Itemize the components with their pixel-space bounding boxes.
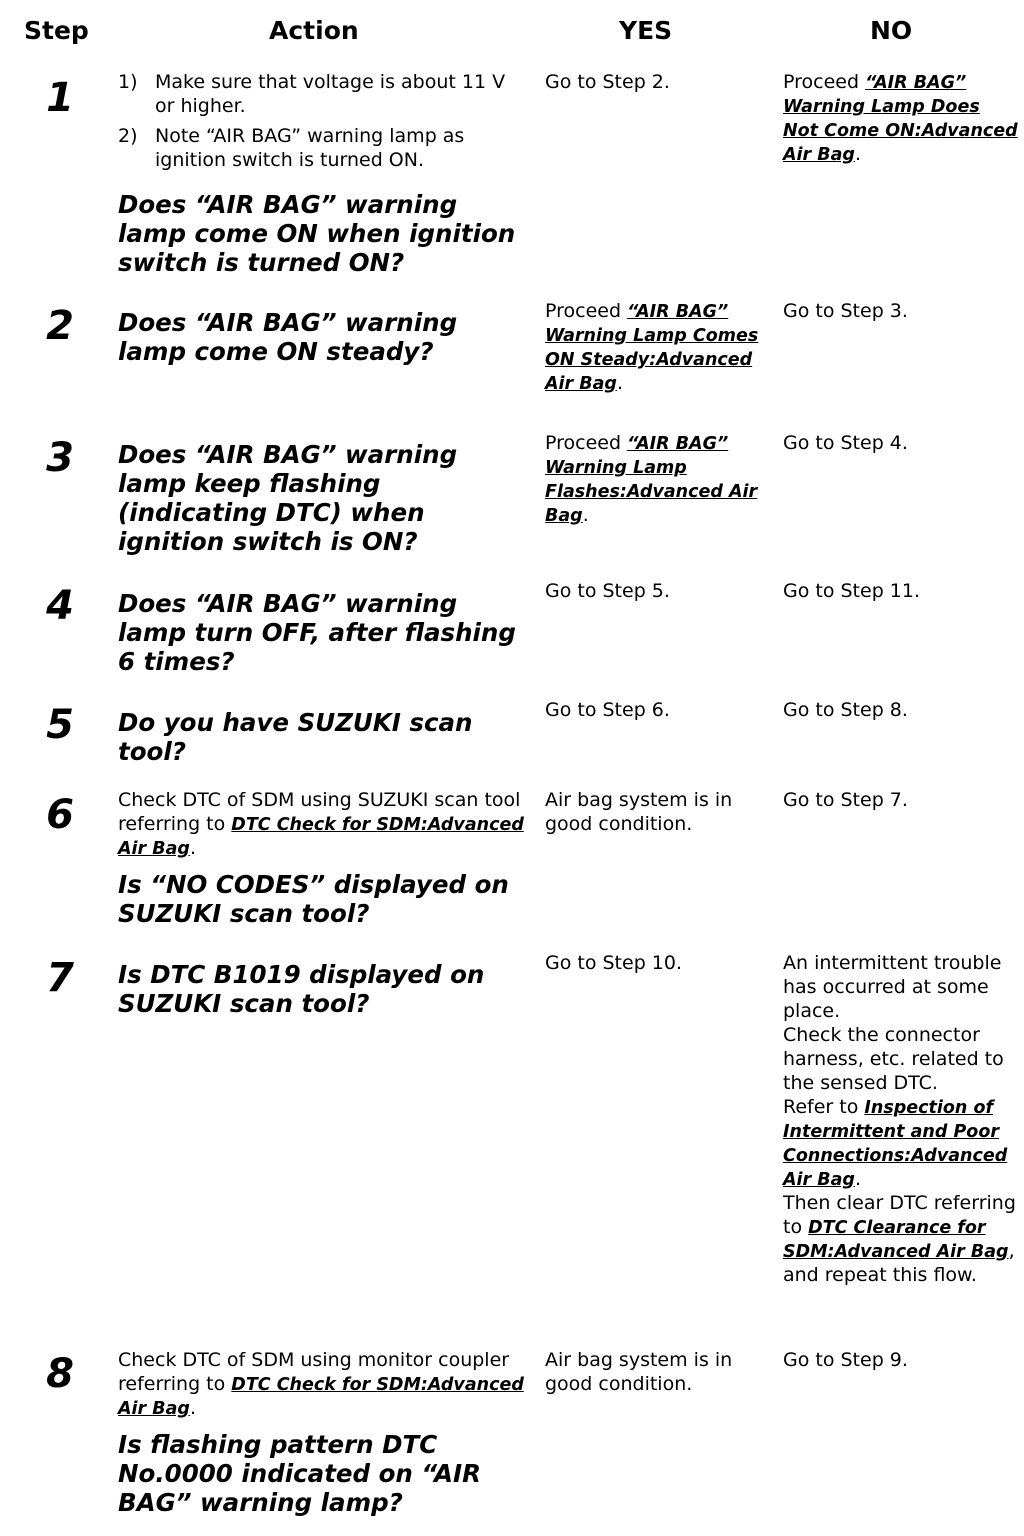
action-instruction: Check DTC of SDM using monitor coupler referring to DTC Check for SDM:Advanced Air Bag. [118, 1349, 524, 1419]
no-text: Refer to Inspection of Intermittent and Poor Connections:Advanced Air Bag. [783, 1096, 1008, 1190]
question: Is “NO CODES” displayed on SUZUKI scan tool? [118, 870, 509, 928]
no-cell: Proceed “AIR BAG” Warning Lamp Does Not Come ON:Advanced Air Bag. [783, 71, 1018, 165]
header-step: Step [24, 16, 89, 45]
substep-list [118, 70, 528, 172]
step-number: 1 [46, 75, 74, 121]
no-text: An intermittent trouble has occurred at some place. [783, 952, 1002, 1022]
header-yes: YES [619, 16, 673, 45]
yes-cell: Air bag system is in good condition. [545, 1349, 733, 1395]
header-no: NO [870, 16, 913, 45]
step-number: 4 [46, 583, 74, 629]
step-number: 5 [46, 702, 74, 748]
action-cell [118, 960, 528, 1018]
no-cell: Go to Step 9. [783, 1349, 908, 1371]
action-cell [118, 708, 528, 766]
yes-cell: Air bag system is in good condition. [545, 789, 733, 835]
link-dtc-clearance-sdm[interactable]: DTC Clearance for SDM:Advanced Air Bag [783, 1218, 1009, 1262]
action-cell [118, 70, 528, 277]
question: Is flashing pattern DTC No.0000 indicated on “AIR BAG” warning lamp? [118, 1430, 481, 1517]
question: Is DTC B1019 displayed on SUZUKI scan tool? [118, 960, 485, 1018]
substep: 1) Make sure that voltage is about 11 V or higher. [118, 71, 506, 117]
question: Does “AIR BAG” warning lamp keep flashing (indicating DTC) when ignition switch is ON? [118, 440, 458, 556]
no-cell: Go to Step 3. [783, 300, 908, 322]
question: Does “AIR BAG” warning lamp come ON when ignition switch is turned ON? [118, 190, 516, 277]
link-dtc-check-sdm[interactable]: DTC Check for SDM:Advanced Air Bag [118, 1375, 524, 1419]
yes-cell: Go to Step 5. [545, 580, 670, 602]
question: Does “AIR BAG” warning lamp turn OFF, after flashing 6 times? [118, 589, 516, 676]
step-number: 6 [46, 792, 74, 838]
no-cell: Go to Step 7. [783, 789, 908, 811]
action-instruction: Check DTC of SDM using SUZUKI scan tool referring to DTC Check for SDM:Advanced Air Bag. [118, 789, 524, 859]
no-cell: Go to Step 4. [783, 432, 908, 454]
step-number: 2 [46, 303, 74, 349]
yes-cell: Proceed “AIR BAG” Warning Lamp Flashes:Advanced Air Bag. [545, 432, 758, 526]
step-number: 7 [46, 955, 74, 1001]
link-warning-lamp-not-on[interactable]: “AIR BAG” Warning Lamp Does Not Come ON:Advanced Air Bag [783, 73, 1018, 165]
no-cell: Go to Step 11. [783, 580, 921, 602]
yes-cell: Go to Step 10. [545, 952, 683, 974]
action-cell [118, 788, 528, 928]
link-inspection-intermittent[interactable]: Inspection of Intermittent and Poor Connections:Advanced Air Bag [783, 1098, 1008, 1190]
yes-cell: Proceed “AIR BAG” Warning Lamp Comes ON Steady:Advanced Air Bag. [545, 300, 759, 394]
yes-cell: Go to Step 2. [545, 71, 670, 93]
step-number: 3 [46, 435, 74, 481]
action-cell [118, 440, 528, 556]
action-cell [118, 308, 528, 366]
no-text: Check the connector harness, etc. related to the sensed DTC. [783, 1024, 1004, 1094]
link-warning-lamp-on-steady[interactable]: “AIR BAG” Warning Lamp Comes ON Steady:Advanced Air Bag [545, 302, 759, 394]
action-cell [118, 1348, 528, 1517]
header-action: Action [269, 16, 359, 45]
no-cell [783, 951, 1019, 1287]
link-warning-lamp-flashes[interactable]: “AIR BAG” Warning Lamp Flashes:Advanced Air Bag [545, 434, 758, 526]
step-number: 8 [46, 1351, 74, 1397]
no-text: Then clear DTC referring to DTC Clearance for SDM:Advanced Air Bag, and repeat this flow. [783, 1192, 1016, 1286]
no-cell: Go to Step 8. [783, 699, 908, 721]
link-dtc-check-sdm[interactable]: DTC Check for SDM:Advanced Air Bag [118, 815, 524, 859]
substep: 2) Note “AIR BAG” warning lamp as ignition switch is turned ON. [118, 125, 465, 171]
action-cell [118, 589, 528, 676]
question: Do you have SUZUKI scan tool? [118, 708, 473, 766]
yes-cell: Go to Step 6. [545, 699, 670, 721]
question: Does “AIR BAG” warning lamp come ON steady? [118, 308, 458, 366]
